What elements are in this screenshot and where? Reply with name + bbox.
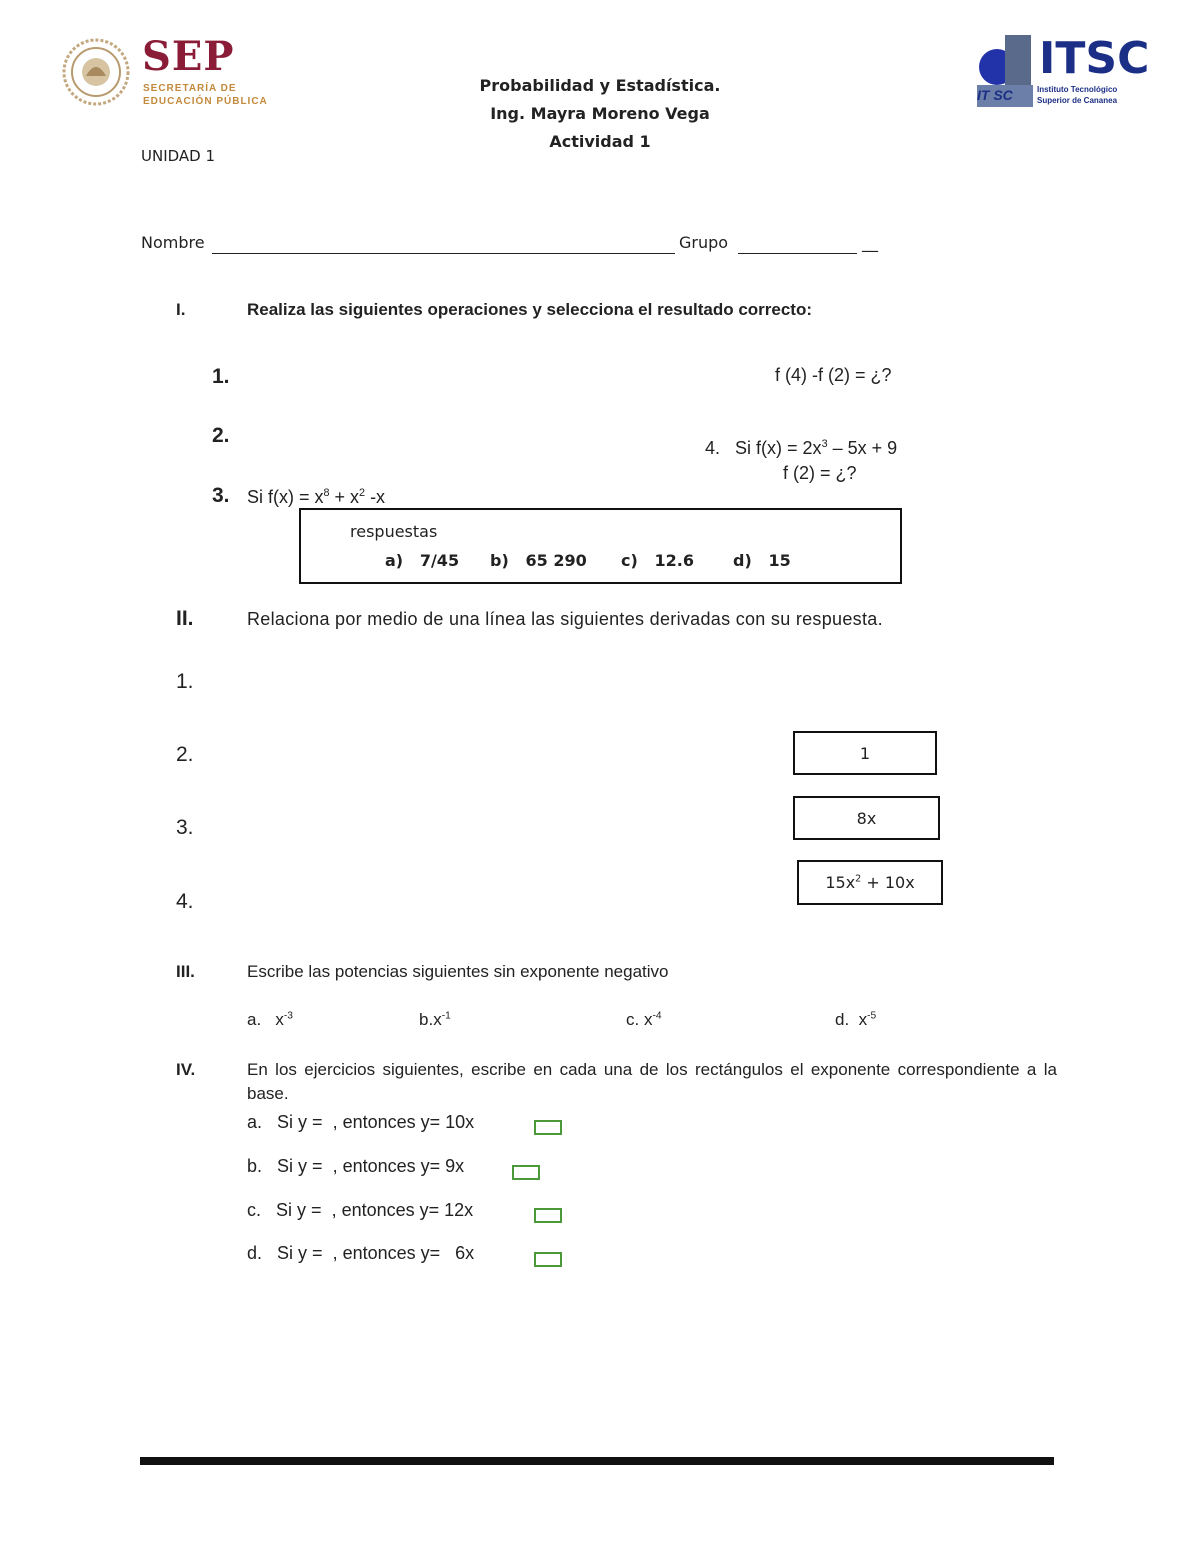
section-2-item-2: 2. (176, 743, 194, 766)
section-3-numeral: III. (176, 962, 195, 981)
answer-a: a) 7/45 (385, 551, 460, 570)
name-field[interactable] (212, 253, 675, 254)
expression-f4-minus-f2: f (4) -f (2) = ¿? (775, 365, 892, 385)
answer-d: d) 15 (733, 551, 791, 570)
group-field[interactable] (738, 253, 857, 254)
course-title: Probabilidad y Estadística. (479, 76, 721, 95)
section-2-numeral: II. (176, 607, 194, 630)
section-2-item-4: 4. (176, 890, 194, 913)
exponent-item-d: d. Si y = , entonces y= 6x (247, 1243, 475, 1263)
section-1-item-4-question: f (2) = ¿? (783, 463, 857, 483)
match-box-3-text: $15x^2 + 10x$ (825, 873, 915, 892)
section-1-item-3: 3. (212, 484, 230, 507)
match-box-2 (793, 796, 940, 840)
answer-b: b) 65 290 (490, 551, 587, 570)
section-1-numeral: I. (176, 300, 186, 319)
section-3-instruction: Escribe las potencias siguientes sin exponente negativo (247, 962, 669, 981)
sep-seal-icon (62, 38, 130, 106)
activity-title: Actividad 1 (549, 132, 651, 151)
match-box-2-text: 8x (856, 808, 877, 828)
answers-box (299, 508, 902, 584)
exponent-item-b: b. Si y = , entonces y= 9x (247, 1156, 465, 1176)
teacher-name: Ing. Mayra Moreno Vega (490, 104, 710, 123)
section-1-item-2: 2. (212, 424, 230, 447)
power-item-b: $b.x^{-1}$ (419, 1010, 451, 1029)
section-2-item-3: 3. (176, 816, 194, 839)
power-item-a: a. $x^{-3}$ (247, 1010, 293, 1029)
name-label: Nombre (141, 233, 205, 252)
itsc-logo-text: ITSC (1039, 33, 1150, 84)
section-1-item-4-expression: 4. Si $f(x) = 2x^3 - 5x + 9$ (705, 438, 898, 458)
group-tail: __ (862, 233, 878, 252)
sep-subtitle-2: EDUCACIÓN PÚBLICA (143, 96, 268, 107)
exponent-input-c[interactable] (534, 1208, 562, 1223)
power-item-d: d. $x^{-5}$ (835, 1010, 877, 1029)
section-1-instruction: Realiza las siguientes operaciones y selecciona el resultado correcto: (247, 300, 813, 319)
match-box-1-text: 1 (859, 743, 871, 763)
answers-title: respuestas (350, 522, 438, 541)
power-item-c: c. $x^{-4}$ (626, 1010, 662, 1029)
answer-c: c) 12.6 (621, 551, 694, 570)
section-4-instruction: En los ejercicios siguientes, escribe en cada una de los rectángulos el exponente correspondiente a la base. (247, 1060, 1057, 1103)
sep-subtitle-1: SECRETARÍA DE (143, 83, 237, 94)
itsc-logo (975, 27, 1150, 112)
itsc-subtitle-2: Superior de Cananea (1037, 96, 1118, 105)
match-box-3 (797, 860, 943, 905)
exponent-input-a[interactable] (534, 1120, 562, 1135)
itsc-badge-text: IT SC (977, 87, 1013, 103)
exponent-input-d[interactable] (534, 1252, 562, 1267)
exponent-item-a: a. Si y = , entonces y= 10x (247, 1112, 475, 1132)
itsc-subtitle-1: Instituto Tecnológico (1037, 85, 1118, 94)
match-box-1 (793, 731, 937, 775)
sep-logo-text: SEP (142, 33, 235, 80)
exponent-item-c: c. Si y = , entonces y= 12x (247, 1200, 474, 1220)
section-1-item-3-expression: Si $f(x) = x^8 + x^2$ -x (247, 487, 386, 507)
group-label: Grupo (679, 233, 729, 252)
section-4-numeral: IV. (176, 1060, 196, 1079)
section-1-item-1: 1. (212, 365, 230, 388)
section-2-item-1: 1. (176, 670, 194, 693)
exponent-input-b[interactable] (512, 1165, 540, 1180)
section-2-instruction: Relaciona por medio de una línea las siguientes derivadas con su respuesta. (247, 609, 883, 629)
unit-label: UNIDAD 1 (141, 147, 216, 165)
footer-rule (140, 1457, 1054, 1465)
